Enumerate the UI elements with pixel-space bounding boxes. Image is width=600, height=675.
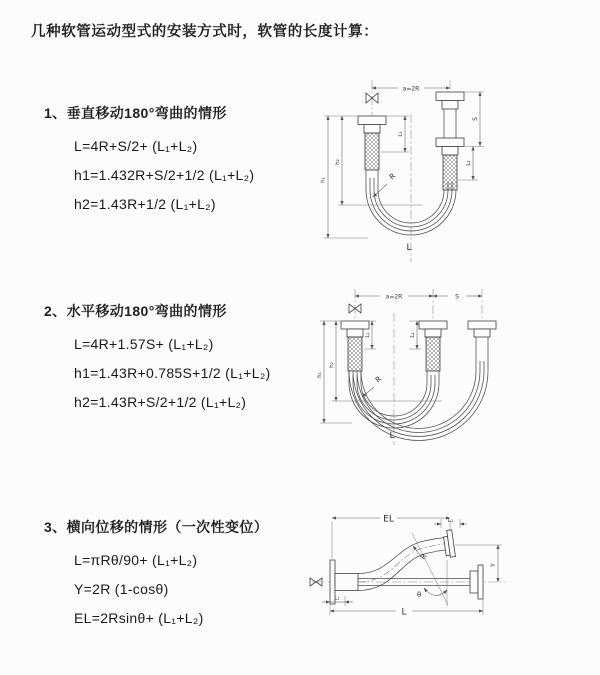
dim-label-r: R	[373, 374, 384, 385]
dimension-a2r	[372, 86, 450, 93]
braided-hose-section	[348, 337, 362, 371]
dimension-l2	[434, 518, 467, 528]
dim-label-l: L	[406, 243, 412, 253]
dim-label-l2: L₂	[410, 332, 416, 338]
dim-label-l: L	[401, 607, 407, 618]
raised-flange	[443, 530, 456, 558]
dimension-el	[332, 514, 450, 562]
section-1	[44, 103, 314, 219]
diagram-horizontal-bend-180	[310, 283, 600, 448]
section-2-formulas	[44, 330, 314, 417]
dim-label-l1: L₁	[334, 595, 340, 602]
braided-hose-section	[365, 133, 379, 170]
dim-label-a2r: a=2R	[385, 293, 403, 301]
section-1-formulas	[44, 132, 314, 219]
dimension-l1	[322, 596, 353, 607]
dim-label-s: S	[455, 293, 459, 301]
dim-label-h2: h₂	[335, 159, 341, 165]
dim-label-l1: L₁	[398, 131, 404, 137]
dim-label-l2: L₂	[447, 518, 454, 524]
hose-s-curve	[358, 530, 455, 591]
section-3-formulas	[44, 546, 314, 633]
braided-hose-section	[426, 337, 440, 371]
dim-label-theta: θ	[417, 591, 422, 599]
dim-label-y: Y	[490, 563, 497, 567]
centerlines	[355, 289, 482, 445]
section-3-heading: 3、横向位移的情形（一次性变位）	[44, 519, 269, 535]
left-pipe-fitting	[358, 116, 386, 190]
formula-length: L=4R+1.57S+ (L₁+L₂)	[74, 336, 214, 352]
page-title: 几种软管运动型式的安装方式时，软管的长度计算：	[31, 24, 379, 40]
formula-length: L=4R+S/2+ (L₁+L₂)	[74, 138, 198, 154]
dim-label-l2: L₂	[466, 160, 472, 166]
dim-label-el: EL	[383, 514, 394, 525]
dim-label-h2: h₂	[329, 362, 335, 368]
dimension-heights	[317, 321, 442, 423]
dim-label-s: S	[472, 117, 479, 121]
formula-h1: h1=1.432R+S/2+1/2 (L₁+L₂)	[74, 167, 255, 183]
radius-leader	[373, 171, 397, 197]
dim-label-l: L	[389, 431, 395, 441]
dimension-a2r-s	[355, 294, 482, 301]
right-pipe-fitting	[436, 92, 464, 190]
section-3	[44, 517, 314, 633]
dim-label-l1: L₁	[365, 332, 371, 338]
section-2-heading: 2、水平移动180°弯曲的情形	[44, 303, 227, 319]
dim-label-h1: h₁	[320, 177, 327, 183]
diagram-lateral-displacement	[300, 503, 600, 638]
formula-el: EL=2Rsinθ+ (L₁+L₂)	[74, 610, 204, 626]
dim-label-r: R	[387, 171, 398, 182]
braided-hose-section	[443, 155, 457, 190]
formula-h2: h2=1.43R+1/2 (L₁+L₂)	[74, 196, 216, 212]
diagram-vertical-bend-180	[310, 72, 600, 267]
dimension-stroke	[458, 92, 484, 180]
formula-length: L=πRθ/90+ (L₁+L₂)	[74, 552, 198, 568]
formula-h2: h2=1.43R+S/2+1/2 (L₁+L₂)	[74, 394, 247, 410]
section-2	[44, 301, 314, 417]
formula-y: Y=2R (1-cosθ)	[74, 581, 169, 597]
section-1-heading: 1、垂直移动180°弯曲的情形	[44, 105, 227, 121]
dim-label-h1: h₁	[317, 372, 323, 378]
formula-h1: h1=1.43R+0.785S+1/2 (L₁+L₂)	[74, 365, 271, 381]
dim-label-a2r: a=2R	[402, 85, 420, 93]
pipe-fittings	[341, 321, 496, 371]
dim-label-r: R	[418, 551, 429, 562]
